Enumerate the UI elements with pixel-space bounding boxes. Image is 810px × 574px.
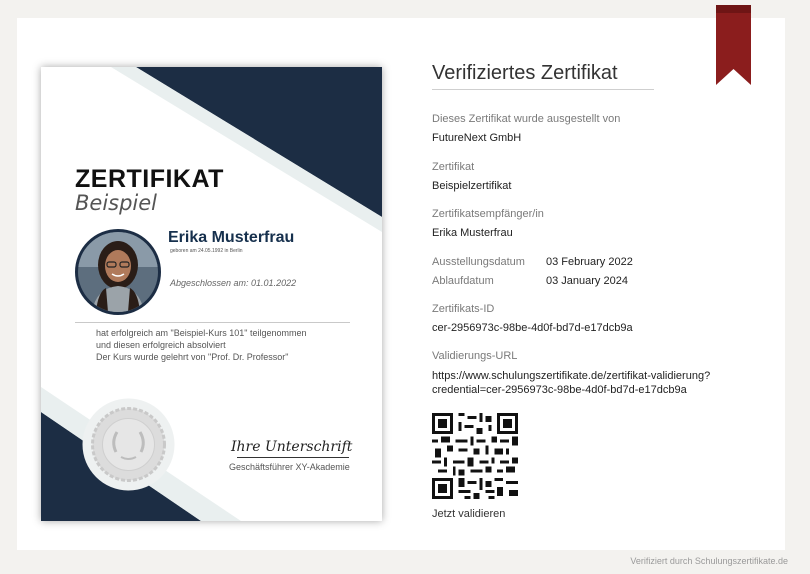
validation-url-line[interactable]: credential=cer-2956973c-98be-4d0f-bd7d-e17dcb9a: [432, 384, 687, 396]
issue-date-label: Ausstellungsdatum: [432, 256, 525, 268]
seal-icon: [81, 397, 176, 492]
cert-id-value: cer-2956973c-98be-4d0f-bd7d-e17dcb9a: [432, 322, 633, 334]
validate-now-link[interactable]: Jetzt validieren: [432, 508, 506, 520]
page-title: Verifiziertes Zertifikat: [432, 62, 618, 84]
expiry-date-label: Ablaufdatum: [432, 275, 494, 287]
recipient-name: Erika Musterfrau: [168, 229, 295, 246]
body-line: hat erfolgreich am "Beispiel-Kurs 101" teilgenommen: [96, 328, 307, 338]
recipient-value: Erika Musterfrau: [432, 227, 513, 239]
recipient-label: Zertifikatsempfänger/in: [432, 208, 544, 220]
certificate-subtitle: Beispiel: [75, 191, 158, 215]
issued-by-value: FutureNext GmbH: [432, 132, 522, 144]
completion-date: Abgeschlossen am: 01.01.2022: [170, 278, 297, 288]
issued-by-label: Dieses Zertifikat wurde ausgestellt von: [432, 113, 621, 125]
title-underline: [432, 89, 654, 90]
bookmark-ribbon-icon: [716, 5, 751, 85]
validation-url-line[interactable]: https://www.schulungszertifikate.de/zertifikat-validierung?: [432, 370, 711, 382]
certificate-preview-image[interactable]: [41, 67, 382, 521]
certificate-value: Beispielzertifikat: [432, 180, 512, 192]
validation-url-label: Validierungs-URL: [432, 350, 518, 362]
validation-url-link[interactable]: [432, 369, 732, 397]
footer-verified-text: Verifiziert durch Schulungszertifikate.de: [630, 556, 788, 566]
signature-caption: Geschäftsführer XY-Akademie: [229, 462, 350, 472]
signature: Ihre Unterschrift: [231, 439, 353, 455]
body-line: Der Kurs wurde gelehrt von "Prof. Dr. Professor": [96, 352, 289, 362]
issue-date-value: 03 February 2022: [546, 256, 633, 268]
certificate-body-text: [96, 327, 307, 363]
certificate-title: ZERTIFIKAT: [75, 165, 224, 193]
divider-line: [75, 322, 350, 323]
expiry-date-value: 03 January 2024: [546, 275, 628, 287]
qr-code-icon[interactable]: [432, 413, 518, 499]
recipient-photo: [75, 229, 161, 315]
certificate-label: Zertifikat: [432, 161, 475, 173]
signature-line: [237, 457, 349, 458]
recipient-birth-info: geboren am 24.05.1992 in Berlin: [170, 248, 243, 254]
body-line: und diesen erfolgreich absolviert: [96, 340, 226, 350]
cert-id-label: Zertifikats-ID: [432, 303, 495, 315]
